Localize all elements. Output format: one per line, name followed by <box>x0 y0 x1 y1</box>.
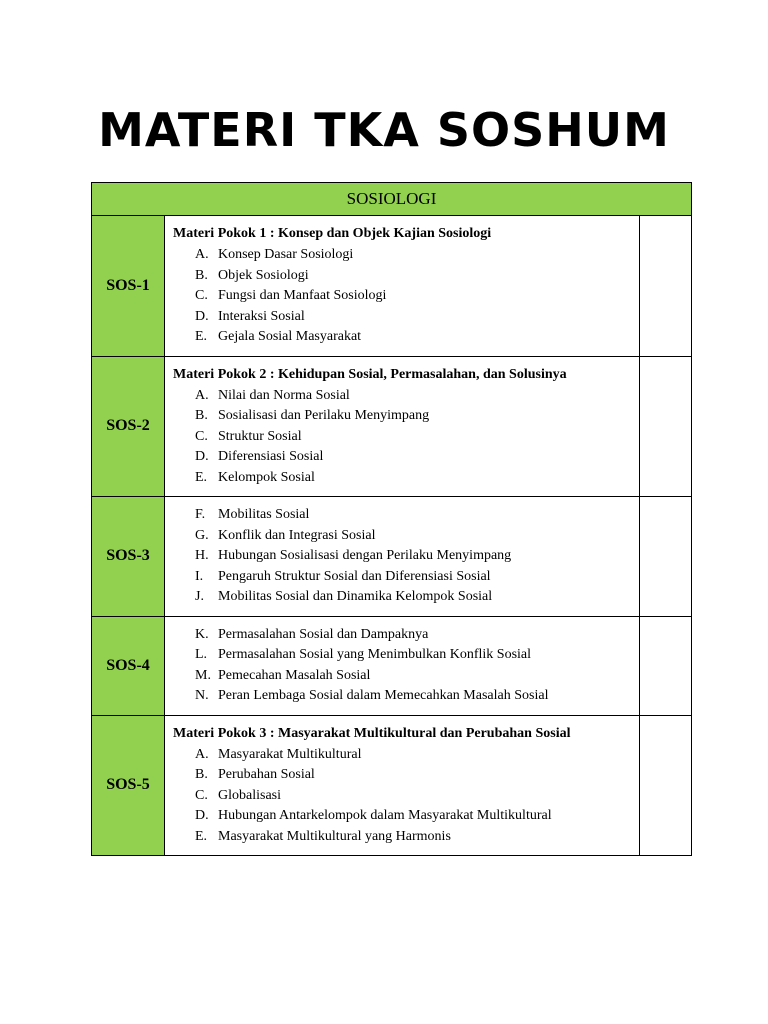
list-item: J. Mobilitas Sosial dan Dinamika Kelompok Sosial <box>195 589 493 604</box>
list-item: B. Perubahan Sosial <box>195 767 315 782</box>
list-item: M. Pemecahan Masalah Sosial <box>195 667 371 683</box>
table-header-row <box>92 183 692 216</box>
row-code: SOS-5 <box>92 715 165 856</box>
row-code: SOS-4 <box>92 616 165 715</box>
topic-list <box>173 625 631 707</box>
list-item: E. Masyarakat Multikultural yang Harmonis <box>195 828 451 844</box>
row-content <box>165 715 640 856</box>
list-item: B. Sosialisasi dan Perilaku Menyimpang <box>195 408 430 423</box>
row-code: SOS-2 <box>92 356 165 497</box>
list-item: N. Peran Lembaga Sosial dalam Memecahkan Masalah Sosial <box>195 688 549 703</box>
row-code: SOS-3 <box>92 497 165 617</box>
table-row <box>92 216 692 357</box>
list-item: E. Gejala Sosial Masyarakat <box>195 329 362 344</box>
row-content <box>165 616 640 715</box>
topic-list <box>173 505 631 608</box>
row-content <box>165 216 640 357</box>
list-item: G. Konflik dan Integrasi Sosial <box>195 527 376 543</box>
list-item: F. Mobilitas Sosial <box>195 507 310 522</box>
list-item: A. Masyarakat Multikultural <box>195 746 362 762</box>
list-item: H. Hubungan Sosialisasi dengan Perilaku Menyimpang <box>195 548 512 563</box>
check-cell <box>640 356 692 497</box>
list-item: A. Nilai dan Norma Sosial <box>195 387 350 403</box>
check-cell <box>640 715 692 856</box>
check-cell <box>640 497 692 617</box>
table-header-sosiologi: SOSIOLOGI <box>92 183 692 216</box>
list-item: C. Globalisasi <box>195 787 281 803</box>
list-item: C. Fungsi dan Manfaat Sosiologi <box>195 288 387 303</box>
list-item: C. Struktur Sosial <box>195 428 302 444</box>
list-item: B. Objek Sosiologi <box>195 267 309 283</box>
table-row <box>92 497 692 617</box>
materi-pokok-heading: Materi Pokok 3 : Masyarakat Multikultural dan Perubahan Sosial <box>173 725 571 741</box>
syllabus-table <box>91 182 692 856</box>
check-cell <box>640 616 692 715</box>
topic-list <box>173 245 631 348</box>
topic-list <box>173 386 631 489</box>
check-cell <box>640 216 692 357</box>
table-row <box>92 356 692 497</box>
row-content <box>165 497 640 617</box>
table-row <box>92 616 692 715</box>
list-item: E. Kelompok Sosial <box>195 469 315 485</box>
list-item: L. Permasalahan Sosial yang Menimbulkan Konflik Sosial <box>195 647 532 662</box>
topic-list <box>173 745 631 848</box>
materi-pokok-heading: Materi Pokok 1 : Konsep dan Objek Kajian Sosiologi <box>173 226 492 241</box>
page-title: MATERI TKA SOSHUM <box>98 103 670 157</box>
list-item: I. Pengaruh Struktur Sosial dan Diferensiasi Sosial <box>195 568 491 584</box>
list-item: K. Permasalahan Sosial dan Dampaknya <box>195 626 429 642</box>
list-item: D. Hubungan Antarkelompok dalam Masyarakat Multikultural <box>195 808 552 823</box>
list-item: A. Konsep Dasar Sosiologi <box>195 247 354 262</box>
list-item: D. Diferensiasi Sosial <box>195 449 324 464</box>
table-row <box>92 715 692 856</box>
materi-pokok-heading: Materi Pokok 2 : Kehidupan Sosial, Permasalahan, dan Solusinya <box>173 366 567 382</box>
row-content <box>165 356 640 497</box>
row-code: SOS-1 <box>92 216 165 357</box>
list-item: D. Interaksi Sosial <box>195 308 305 324</box>
